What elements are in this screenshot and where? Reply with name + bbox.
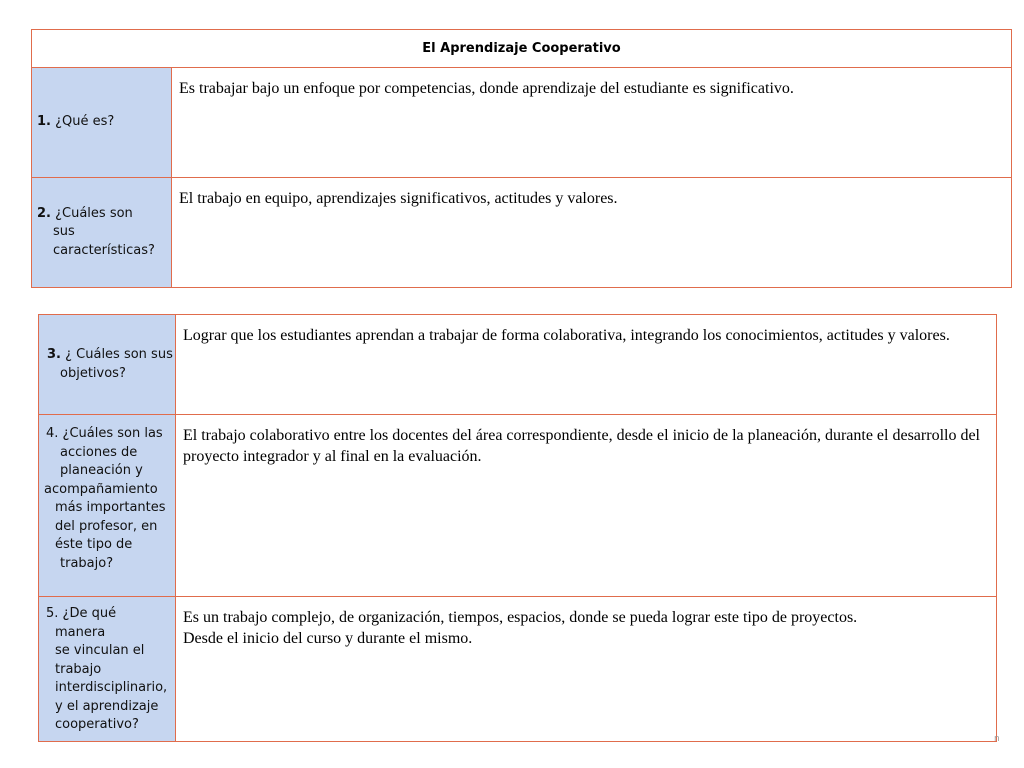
- question-text: éste tipo de: [55, 537, 133, 552]
- question-text: y el aprendizaje: [55, 698, 159, 714]
- question-cell-4: [39, 415, 176, 597]
- question-text: del profesor, en: [55, 518, 158, 534]
- answer-text: Desde el inicio del curso y durante el mismo.: [183, 630, 473, 647]
- question-text: ¿De qué: [62, 606, 117, 621]
- question-text: más importantes: [55, 500, 166, 515]
- cooperative-learning-table-1: [31, 29, 1012, 288]
- question-text: interdisciplinario,: [55, 680, 168, 695]
- answer-text: Es un trabajo complejo, de organización, tiempos, espacios, donde se pueda lograr este tipo de proyectos.: [183, 609, 858, 626]
- question-cell-2: [32, 178, 172, 288]
- question-text: características?: [53, 242, 155, 258]
- table-row: [32, 178, 1012, 288]
- answer-text: El trabajo en equipo, aprendizajes significativos, actitudes y valores.: [179, 190, 618, 207]
- question-text: ¿Qué es?: [55, 114, 115, 130]
- answer-cell-5: [176, 597, 997, 742]
- question-text: sus: [53, 224, 75, 240]
- answer-cell-2: [172, 178, 1012, 288]
- table-row: [32, 68, 1012, 178]
- answer-cell-4: [176, 415, 997, 597]
- table-title: El Aprendizaje Cooperativo: [32, 30, 1012, 68]
- question-text: acciones de: [60, 444, 138, 460]
- answer-text: Es trabajar bajo un enfoque por competencias, donde aprendizaje del estudiante es significativo.: [179, 80, 794, 97]
- question-text: manera: [55, 624, 106, 640]
- question-number: 4.: [46, 426, 59, 441]
- question-text: cooperativo?: [55, 717, 139, 732]
- answer-text: Lograr que los estudiantes aprendan a trabajar de forma colaborativa, integrando los conocimientos, actitudes y valores.: [183, 327, 950, 344]
- question-text: trabajo?: [60, 555, 114, 571]
- question-number: 2.: [37, 205, 51, 221]
- table-row: [39, 597, 997, 742]
- question-text: planeación y: [60, 463, 143, 478]
- question-cell-1: [32, 68, 172, 178]
- question-cell-3: [39, 315, 176, 415]
- question-text: trabajo: [55, 661, 102, 677]
- table-row: [39, 415, 997, 597]
- question-text: ¿ Cuáles son sus: [65, 347, 173, 362]
- answer-text: proyecto integrador y al final en la evaluación.: [183, 448, 482, 465]
- answer-cell-1: [172, 68, 1012, 178]
- page-number-mark: n: [994, 734, 1000, 744]
- question-text: se vinculan el: [55, 643, 145, 658]
- question-text: acompañamiento: [44, 481, 158, 497]
- question-text: objetivos?: [60, 365, 126, 381]
- question-cell-5: [39, 597, 176, 742]
- question-number: 1.: [37, 114, 51, 130]
- question-text: ¿Cuáles son: [55, 205, 133, 221]
- answer-text: El trabajo colaborativo entre los docentes del área correspondiente, desde el inicio de la planeación, durante el desarrollo del: [183, 427, 980, 444]
- question-number: 3.: [47, 347, 61, 362]
- table-title-row: [32, 30, 1012, 68]
- cooperative-learning-table-2: [38, 314, 997, 742]
- question-text: ¿Cuáles son las: [62, 426, 163, 441]
- table-row: [39, 315, 997, 415]
- question-number: 5.: [46, 606, 59, 621]
- answer-cell-3: [176, 315, 997, 415]
